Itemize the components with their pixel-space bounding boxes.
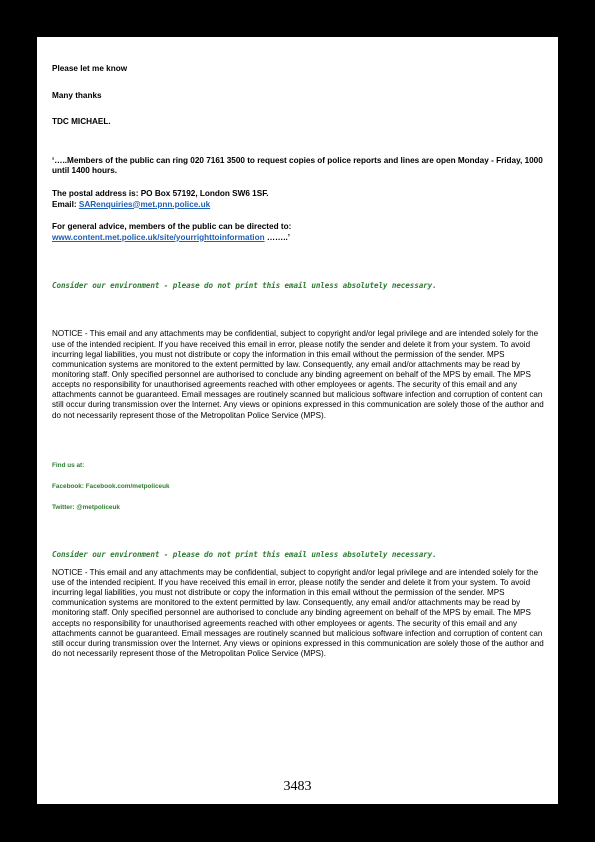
document-page — [37, 37, 558, 804]
advice-tail: ……..’ — [264, 232, 291, 242]
twitter-link[interactable]: Twitter: @metpoliceuk — [52, 503, 120, 511]
facebook-link[interactable]: Facebook: Facebook.com/metpoliceuk — [52, 482, 170, 490]
email-link[interactable]: SARenquiries@met.pnn.police.uk — [78, 199, 211, 209]
thanks-line: Many thanks — [52, 90, 102, 100]
quote-paragraph: ‘…..Members of the public can ring 020 7161 3500 to request copies of police reports and lines are open Monday - Friday, 1000 until 1400 hours. — [52, 155, 543, 176]
advice-link-line — [52, 233, 547, 244]
advice-line: For general advice, members of the public can be directed to: — [52, 222, 292, 232]
page-number: 3483 — [283, 779, 312, 794]
email-line — [52, 200, 547, 211]
rights-website-link[interactable]: www.content.met.police.uk/site/yourrighttoinformation — [52, 232, 265, 242]
signature: TDC MICHAEL. — [52, 117, 111, 127]
find-us-label: Find us at: — [52, 461, 85, 469]
legal-notice-1: NOTICE - This email and any attachments may be confidential, subject to copyright and/or legal privilege and are intended solely for the use of the intended recipient. If you have received this email in error, please notify the sender and delete it from your system. To avoid incurring legal liabilities, you must not distribute or copy the information in this email without the permission of the sender. MPS communication systems are monitored to the extent permitted by law. Consequently, any email and/or attachments may be read by monitoring staff. Only specified personnel are authorised to conclude any binding agreement on behalf of the MPS by email. The MPS accepts no responsibility for unauthorised agreements reached with other employees or agents. The security of this email and any attachments cannot be guaranteed. Email messages are routinely scanned but malicious software infection and corruption of content can still occur during transmission over the Internet. Any views or opinions expressed in this communication are solely those of the author and do not necessarily represent those of the Metropolitan Police Service (MPS). — [52, 329, 544, 420]
email-body — [52, 64, 547, 659]
environment-notice-2: Consider our environment - please do not print this email unless absolutely necessary. — [52, 549, 437, 559]
request-line: Please let me know — [52, 64, 128, 73]
postal-address: The postal address is: PO Box 57192, London SW6 1SF. — [52, 188, 269, 198]
legal-notice-2: NOTICE - This email and any attachments may be confidential, subject to copyright and/or legal privilege and are intended solely for the use of the intended recipient. If you have received this email in error, please notify the sender and delete it from your system. To avoid incurring legal liabilities, you must not distribute or copy the information in this email without the permission of the sender. MPS communication systems are monitored to the extent permitted by law. Consequently, any email and/or attachments may be read by monitoring staff. Only specified personnel are authorised to conclude any binding agreement on behalf of the MPS by email. The MPS accepts no responsibility for unauthorised agreements reached with other employees or agents. The security of this email and any attachments cannot be guaranteed. Email messages are routinely scanned but malicious software infection and corruption of content can still occur during transmission over the Internet. Any views or opinions expressed in this communication are solely those of the author and do not necessarily represent those of the Metropolitan Police Service (MPS). — [52, 567, 544, 658]
environment-notice-1: Consider our environment - please do not print this email unless absolutely necessary. — [52, 281, 437, 291]
email-label: Email: — [52, 199, 79, 209]
